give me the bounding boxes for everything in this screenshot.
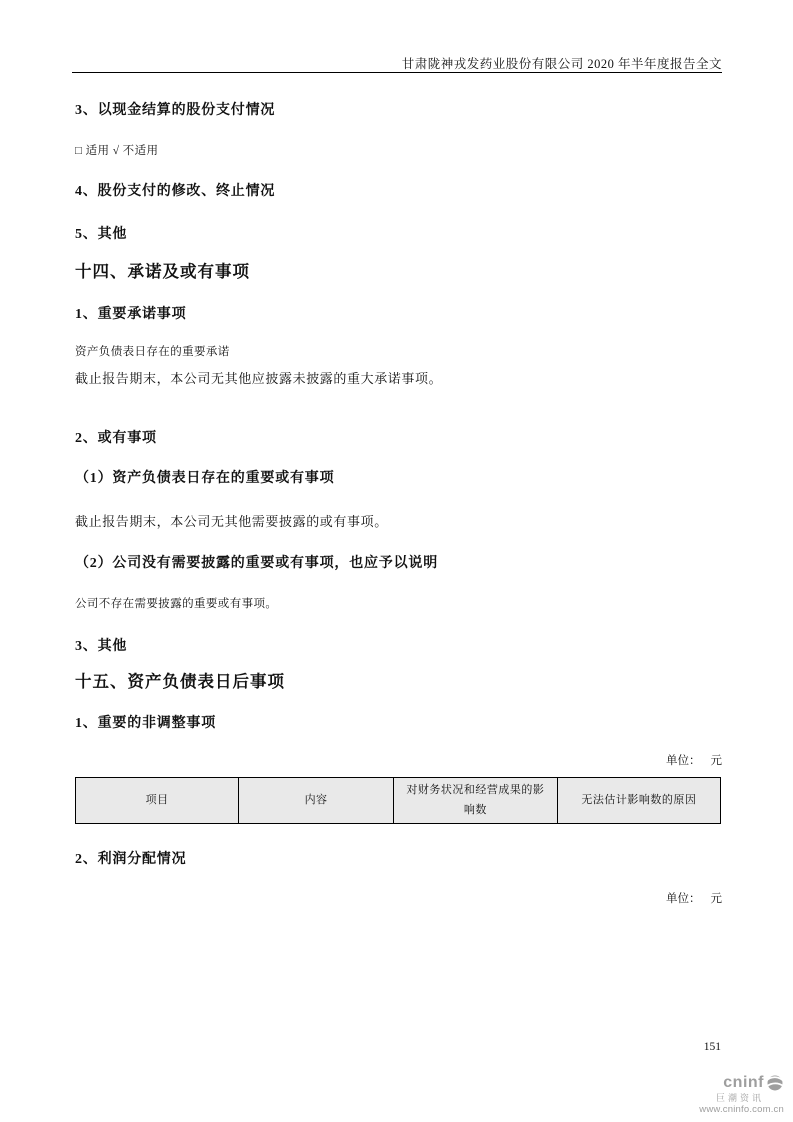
cninfo-logo bbox=[674, 1074, 784, 1115]
table-header-row bbox=[76, 778, 721, 824]
page-header-title: 甘肃陇神戎发药业股份有限公司 2020 年半年度报告全文 bbox=[401, 57, 722, 71]
header-divider bbox=[72, 72, 722, 73]
cninfo-logo-chinese-name: 巨潮资讯 bbox=[715, 1093, 764, 1103]
heading-cash-settled-share-payment: 3、以现金结算的股份支付情况 bbox=[75, 103, 276, 118]
heading-contingencies: 2、或有事项 bbox=[75, 431, 157, 446]
chapter-heading-commitments-contingencies: 十四、承诺及或有事项 bbox=[75, 262, 250, 281]
unit-value: 元 bbox=[710, 755, 722, 767]
heading-contingencies-item2: （2）公司没有需要披露的重要或有事项，也应予以说明 bbox=[75, 556, 438, 571]
heading-share-payment-other: 5、其他 bbox=[75, 227, 128, 242]
unit-label: 单位： bbox=[666, 893, 701, 905]
table-header-item: 项目 bbox=[76, 778, 239, 824]
cninfo-logo-word: cninf bbox=[723, 1074, 764, 1091]
table-header-content: 内容 bbox=[239, 778, 394, 824]
contingencies-item2-note: 公司不存在需要披露的重要或有事项。 bbox=[75, 598, 278, 610]
unit-value: 元 bbox=[710, 893, 722, 905]
heading-non-adjusting-events: 1、重要的非调整事项 bbox=[75, 716, 216, 731]
page-number: 151 bbox=[703, 1041, 721, 1053]
heading-profit-distribution: 2、利润分配情况 bbox=[75, 852, 187, 867]
heading-important-commitments: 1、重要承诺事项 bbox=[75, 307, 187, 322]
non-adjusting-events-table bbox=[75, 777, 721, 824]
table-header-financial-impact: 对财务状况和经营成果的影响数 bbox=[393, 778, 557, 824]
heading-share-payment-modification: 4、股份支付的修改、终止情况 bbox=[75, 184, 276, 199]
contingencies-item1-note: 截止报告期末，本公司无其他需要披露的或有事项。 bbox=[75, 514, 388, 529]
applicability-line: □ 适用 √ 不适用 bbox=[75, 145, 159, 157]
heading-contingencies-item1: （1）资产负债表日存在的重要或有事项 bbox=[75, 471, 335, 486]
cninfo-logo-url: www.cninfo.com.cn bbox=[699, 1104, 784, 1115]
heading-commitments-other: 3、其他 bbox=[75, 639, 128, 654]
important-commitments-note-body: 截止报告期末，本公司无其他应披露未披露的重大承诺事项。 bbox=[75, 371, 443, 386]
chapter-heading-post-balance-events: 十五、资产负债表日后事项 bbox=[75, 672, 285, 691]
unit-line-non-adjusting bbox=[666, 752, 722, 768]
important-commitments-note-small: 资产负债表日存在的重要承诺 bbox=[75, 346, 230, 358]
cninfo-globe-icon bbox=[766, 1074, 784, 1092]
table-header-reason-unestimable: 无法估计影响数的原因 bbox=[557, 778, 720, 824]
unit-line-profit-distribution bbox=[666, 890, 722, 906]
unit-label: 单位： bbox=[666, 755, 701, 767]
cninfo-logo-row bbox=[674, 1074, 784, 1092]
